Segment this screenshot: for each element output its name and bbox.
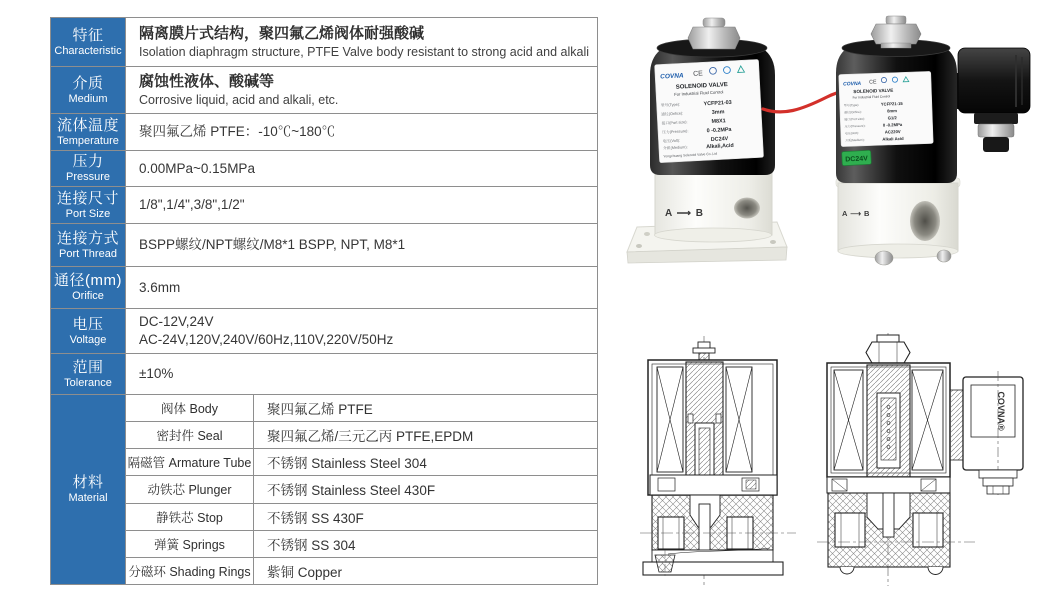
material-part: 隔磁管 Armature Tube xyxy=(126,449,254,475)
svg-text:DC24V: DC24V xyxy=(710,136,729,143)
row-header-pressure xyxy=(51,151,126,186)
foot-left xyxy=(875,251,893,265)
row-value-characteristic xyxy=(126,18,597,66)
spec-row-pressure xyxy=(51,151,597,187)
label-subtitle: For Industrial Fluid Control xyxy=(674,89,724,97)
svg-text:3mm: 3mm xyxy=(711,109,725,116)
valve-body-section xyxy=(828,493,950,575)
label-title: SOLENOID VALVE xyxy=(675,82,728,91)
material-part: 静铁芯 Stop xyxy=(126,504,254,530)
valve-photo-din-connector xyxy=(820,15,1050,280)
cable-gland xyxy=(974,113,1018,152)
valve-body-ptfe xyxy=(836,178,960,265)
value-line2: AC-24V,120V,240V/60Hz,110V,220V/50Hz xyxy=(139,332,394,347)
svg-text:介质(Medium):: 介质(Medium): xyxy=(844,137,865,143)
label-subtitle: For Industrial Fluid Control xyxy=(852,94,891,100)
svg-text:通径(Orifice):: 通径(Orifice): xyxy=(661,111,684,117)
coil-winding-right xyxy=(912,370,943,470)
value-en: Corrosive liquid, acid and alkali, etc. xyxy=(139,92,339,107)
valve-body-section xyxy=(652,495,773,554)
label-footer: Yongchuang Solenoid Valve Co.,Ltd xyxy=(663,151,718,159)
row-header-material xyxy=(51,395,126,584)
material-value: 不锈钢 SS 304 xyxy=(267,537,356,553)
flow-direction-mark: A ⟶ B xyxy=(842,209,870,218)
armature-core xyxy=(867,365,910,477)
value: 1/8",1/4",3/8",1/2" xyxy=(139,197,245,213)
row-value-port-thread xyxy=(126,224,597,266)
spec-table xyxy=(50,17,598,585)
svg-text:型号(Type):: 型号(Type): xyxy=(843,102,860,108)
svg-text:AC220V: AC220V xyxy=(884,129,901,135)
material-subtable xyxy=(126,395,597,584)
svg-text:电压(Volt):: 电压(Volt): xyxy=(662,138,681,144)
svg-text:压力(Pressure):: 压力(Pressure): xyxy=(844,123,866,129)
voltage-sticker xyxy=(842,150,872,165)
mid-plate xyxy=(827,477,950,493)
spec-row-medium xyxy=(51,67,597,114)
row-value-tolerance xyxy=(126,354,597,394)
top-nut xyxy=(871,16,921,48)
row-header-voltage xyxy=(51,309,126,353)
top-hex-nut xyxy=(866,335,910,363)
header-zh: 连接尺寸 xyxy=(56,189,119,207)
material-part: 阀体 Body xyxy=(126,395,254,421)
value-line1: DC-12V,24V xyxy=(139,314,214,330)
row-value-voltage xyxy=(126,309,597,353)
svg-text:型号(Type):: 型号(Type): xyxy=(660,102,681,108)
value: ±10% xyxy=(139,366,174,382)
header-zh: 材料 xyxy=(72,474,104,492)
spec-row-voltage xyxy=(51,309,597,354)
material-value: 紫铜 Copper xyxy=(267,564,343,580)
header-en: Pressure xyxy=(65,171,111,184)
brand-logo: COVNA xyxy=(660,72,684,81)
din-connector xyxy=(948,48,1030,152)
material-part: 弹簧 Springs xyxy=(126,531,254,557)
material-row-shading-rings xyxy=(126,558,597,584)
value-zh: 腐蚀性液体、酸碱等 xyxy=(139,73,275,91)
coil-winding-left xyxy=(834,370,863,470)
spec-row-tolerance xyxy=(51,354,597,395)
svg-text:8mm: 8mm xyxy=(887,108,898,114)
spec-row-port-thread xyxy=(51,224,597,267)
header-zh: 特征 xyxy=(72,26,104,44)
coil-winding-right xyxy=(726,367,752,472)
row-header-orifice xyxy=(51,267,126,308)
row-header-port-size xyxy=(51,187,126,223)
header-en: Tolerance xyxy=(64,376,112,389)
value: 聚四氟乙烯 PTFE：-10℃~180℃ xyxy=(139,124,336,140)
ce-mark-icon: CE xyxy=(692,70,704,78)
material-row-body xyxy=(126,395,597,422)
mid-plate xyxy=(650,475,777,495)
foot-left xyxy=(840,567,854,574)
svg-text:YCFP21-03: YCFP21-03 xyxy=(703,99,732,108)
svg-text:接口(Port size):: 接口(Port size): xyxy=(661,120,688,126)
header-zh: 压力 xyxy=(72,153,104,171)
header-zh: 通径(mm) xyxy=(54,272,122,290)
header-zh: 连接方式 xyxy=(56,229,119,247)
top-nut xyxy=(688,18,740,49)
cable-gland-section xyxy=(979,470,1017,494)
svg-text:通径(Orifice):: 通径(Orifice): xyxy=(843,109,862,115)
material-row-springs xyxy=(126,531,597,558)
material-value: 不锈钢 Stainless Steel 430F xyxy=(267,483,436,499)
foot-right xyxy=(928,567,943,575)
value: BSPP螺纹/NPT螺纹/M8*1 BSPP, NPT, M8*1 xyxy=(139,237,406,253)
spec-row-temperature xyxy=(51,114,597,151)
connector-brand-text: COVNA® xyxy=(996,391,1006,431)
row-value-medium xyxy=(126,67,597,113)
header-zh: 电压 xyxy=(72,315,104,333)
material-value: 聚四氟乙烯/三元乙丙 PTFE,EPDM xyxy=(267,429,474,445)
valve-body-ptfe xyxy=(655,173,773,242)
base-plate xyxy=(643,548,783,577)
svg-text:0 -0.2MPa: 0 -0.2MPa xyxy=(706,126,732,135)
spec-row-characteristic xyxy=(51,18,597,67)
row-value-pressure xyxy=(126,151,597,186)
din-connector-section xyxy=(950,371,1023,495)
coil-winding-left xyxy=(657,367,683,472)
spec-row-orifice xyxy=(51,267,597,309)
row-value-port-size xyxy=(126,187,597,223)
material-value: 不锈钢 SS 430F xyxy=(267,510,364,526)
header-zh: 流体温度 xyxy=(56,116,119,134)
port-hole xyxy=(734,198,760,219)
sticker-text: DC24V xyxy=(845,155,869,164)
cross-section-drawing-base-mount xyxy=(638,336,798,588)
material-row-stop xyxy=(126,504,597,531)
row-header-tolerance xyxy=(51,354,126,394)
spec-row-port-size xyxy=(51,187,597,224)
material-part: 分磁环 Shading Rings xyxy=(126,558,254,584)
port-hole xyxy=(910,201,940,241)
material-part: 动铁芯 Plunger xyxy=(126,476,254,502)
header-en: Material xyxy=(68,492,108,505)
row-header-temperature xyxy=(51,114,126,150)
row-value-orifice xyxy=(126,267,597,308)
material-row-seal xyxy=(126,422,597,449)
value: 0.00MPa~0.15MPa xyxy=(139,160,255,176)
material-value: 聚四氟乙烯 PTFE xyxy=(267,402,373,418)
svg-text:接口(Port size):: 接口(Port size): xyxy=(844,116,865,122)
row-header-port-thread xyxy=(51,224,126,266)
spec-row-material xyxy=(51,395,597,584)
value: 3.6mm xyxy=(139,279,181,295)
svg-text:YCFP21-15: YCFP21-15 xyxy=(880,100,903,107)
material-row-plunger xyxy=(126,476,597,503)
svg-text:Alkali,Acid: Alkali,Acid xyxy=(706,142,734,151)
brand-logo: COVNA xyxy=(842,80,862,88)
header-zh: 介质 xyxy=(72,74,104,92)
material-value: 不锈钢 Stainless Steel 304 xyxy=(267,456,427,472)
header-en: Temperature xyxy=(57,134,119,147)
svg-text:压力(Pressure):: 压力(Pressure): xyxy=(662,129,689,135)
svg-text:M8X1: M8X1 xyxy=(711,118,726,125)
svg-text:介质(Medium):: 介质(Medium): xyxy=(662,145,688,151)
header-en: Medium xyxy=(68,92,108,105)
value-zh: 隔离膜片式结构，聚四氟乙烯阀体耐强酸碱 xyxy=(139,25,425,43)
product-label xyxy=(655,59,764,162)
header-en: Port Size xyxy=(65,207,111,220)
flow-direction-mark: A ⟶ B xyxy=(665,208,704,219)
label-title: SOLENOID VALVE xyxy=(853,87,894,95)
header-en: Orifice xyxy=(72,290,104,303)
svg-text:电压(Volt):: 电压(Volt): xyxy=(844,130,859,136)
cross-section-drawing-din-connector xyxy=(815,333,1040,588)
header-en: Characteristic xyxy=(54,44,122,57)
header-en: Port Thread xyxy=(59,247,117,260)
row-value-temperature xyxy=(126,114,597,150)
svg-text:0 -0.2MPa: 0 -0.2MPa xyxy=(882,121,903,128)
header-zh: 范围 xyxy=(72,358,104,376)
header-en: Voltage xyxy=(69,333,107,346)
row-header-characteristic xyxy=(51,18,126,66)
valve-photo-wire-lead xyxy=(615,15,850,275)
svg-text:Alkali Acid: Alkali Acid xyxy=(882,135,904,142)
value-en: Isolation diaphragm structure, PTFE Valve body resistant to strong acid and alkali xyxy=(139,44,589,59)
ce-mark-icon: CE xyxy=(868,79,877,86)
material-row-armature-tube xyxy=(126,449,597,476)
product-label xyxy=(839,71,933,146)
material-part: 密封件 Seal xyxy=(126,422,254,448)
svg-text:G1/2: G1/2 xyxy=(887,115,897,121)
foot-right xyxy=(937,250,951,262)
row-header-medium xyxy=(51,67,126,113)
